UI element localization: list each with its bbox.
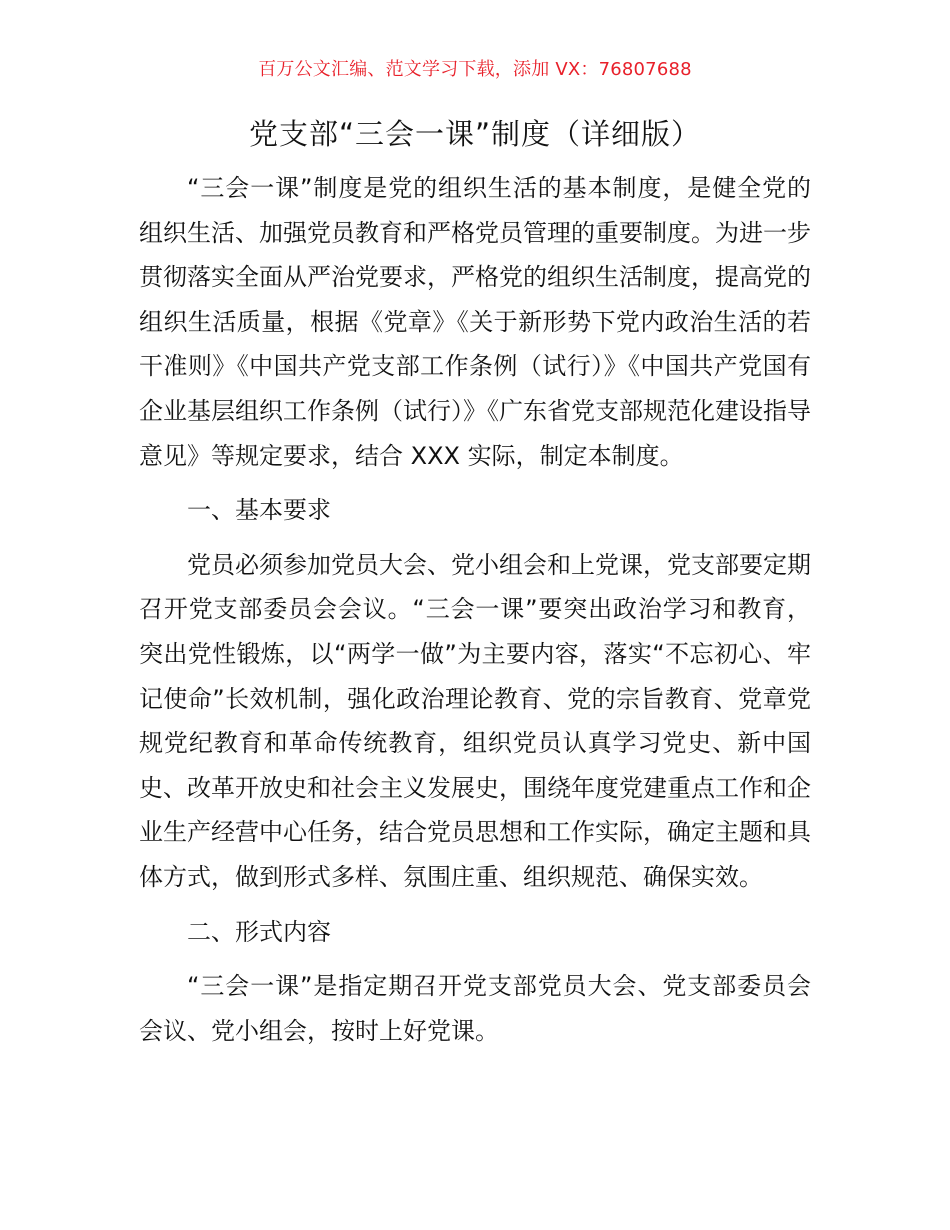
section-heading-form-content: 二、形式内容 <box>187 917 331 946</box>
section-paragraph-form-content: “三会一课”是指定期召开党支部党员大会、党支部委员会会议、党小组会，按时上好党课。 <box>139 972 811 1045</box>
section-heading-basic-requirements: 一、基本要求 <box>187 496 331 525</box>
intro-paragraph: “三会一课”制度是党的组织生活的基本制度，是健全党的组织生活、加强党员教育和严格党员管理的重要制度。为进一步贯彻落实全面从严治党要求，严格党的组织生活制度，提高党的组织生活质量，根据《党章》《关于新形势下党内政治生活的若干准则》《中国共产党支部工作条例（试行）》《中国共产党国有企业基层组织工作条例（试行）》《广东省党支部规范化建设指导意见》等规定要求，结合 XXX 实际，制定本制度。 <box>139 174 811 470</box>
section-paragraph-basic-requirements: 党员必须参加党员大会、党小组会和上党课，党支部要定期召开党支部委员会会议。“三会一课”要突出政治学习和教育，突出党性锻炼，以“两学一做”为主要内容，落实“不忘初心、牢记使命”长效机制，强化政治理论教育、党的宗旨教育、党章党规党纪教育和革命传统教育，组织党员认真学习党史、新中国史、改革开放史和社会主义发展史，围绕年度党建重点工作和企业生产经营中心任务，结合党员思想和工作实际，确定主题和具体方式，做到形式多样、氛围庄重、组织规范、确保实效。 <box>139 550 811 891</box>
header-watermark-note: 百万公文汇编、范文学习下载，添加 VX：76807688 <box>258 59 692 80</box>
document-body <box>139 166 811 1053</box>
document-title: 党支部“三会一课”制度（详细版） <box>248 117 702 151</box>
